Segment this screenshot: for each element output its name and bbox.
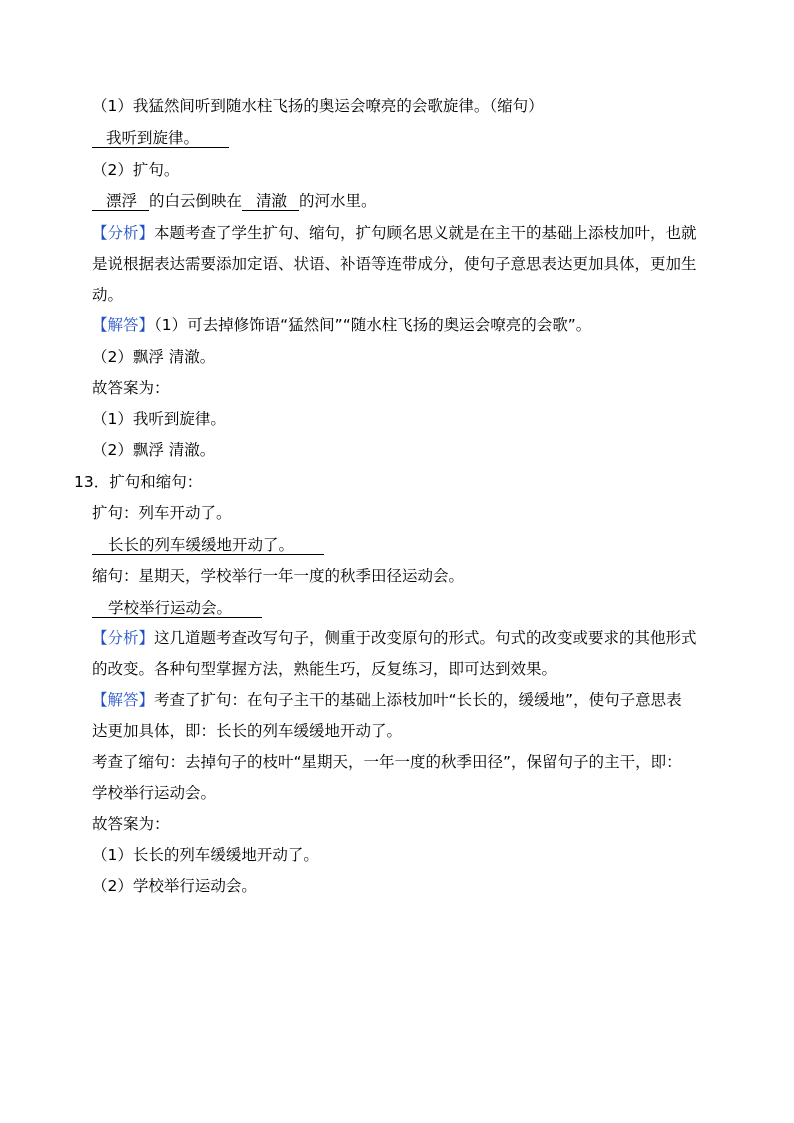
q13-title: 13．扩句和缩句：	[74, 473, 203, 491]
q13-solution-line1	[92, 690, 682, 710]
q12-analysis-text1: 本题考查了学生扩句、缩句，扩句顾名思义就是在主干的基础上添枝加叶，也就	[154, 224, 697, 242]
q12-solution-line2: （2）飘浮 清澈。	[92, 348, 216, 366]
q12-answer-intro: 故答案为：	[92, 379, 170, 397]
q12-solution-line1	[92, 315, 591, 335]
q12-sub2-end: 的河水里。	[299, 192, 377, 210]
q13-expand-answer	[92, 535, 324, 555]
q12-sub2-blank1: 漂浮	[92, 192, 149, 211]
q13-expand-answer-text: 长长的列车缓缓地开动了。	[92, 536, 324, 555]
q13-shrink-answer-text: 学校举行运动会。	[92, 599, 262, 618]
q12-answer2: （2）飘浮 清澈。	[92, 441, 216, 459]
q13-analysis-tag: 【分析】	[92, 629, 155, 647]
q13-shrink-answer	[92, 598, 262, 618]
q13-solution-line4: 学校举行运动会。	[92, 784, 217, 802]
q13-solution-line2: 达更加具体，即：长长的列车缓缓地开动了。	[92, 722, 403, 740]
q13-answer2: （2）学校举行运动会。	[92, 877, 257, 895]
q13-solution-tag: 【解答】	[92, 691, 155, 709]
q12-analysis-line3: 动。	[92, 286, 124, 304]
q13-analysis-line1	[92, 628, 697, 648]
q12-solution-tag: 【解答】	[92, 316, 155, 334]
q12-sub2-label: （2）扩句。	[92, 161, 180, 179]
q12-answer1: （1）我听到旋律。	[92, 410, 226, 428]
q12-analysis-line2: 是说根据表达需要添加定语、状语、补语等连带成分，使句子意思表达更加具体，更加生	[92, 255, 697, 273]
q12-sub1-question: （1）我猛然间听到随水柱飞扬的奥运会嘹亮的会歌旋律。（缩句）	[92, 97, 544, 115]
q13-analysis-line2: 的改变。各种句型掌握方法，熟能生巧，反复练习，即可达到效果。	[92, 660, 558, 678]
q13-expand-prompt: 扩句：列车开动了。	[92, 504, 232, 522]
q12-analysis-tag: 【分析】	[92, 224, 155, 242]
q13-analysis-text1: 这几道题考查改写句子，侧重于改变原句的形式。句式的改变或要求的其他形式	[154, 629, 697, 647]
q12-sub2-mid: 的白云倒映在	[149, 192, 243, 210]
q12-sub1-answer-text: 我听到旋律。	[92, 129, 229, 148]
q13-solution-text1: 考查了扩句：在句子主干的基础上添枝加叶“长长的，缓缓地”，使句子意思表	[154, 691, 682, 709]
q12-sub1-answer	[92, 128, 229, 148]
q12-sub2-sentence	[92, 191, 377, 211]
q12-solution-text1: （1）可去掉修饰语“猛然间”“随水柱飞扬的奥运会嘹亮的会歌”。	[154, 316, 592, 334]
q12-analysis-line1	[92, 223, 697, 243]
q13-answer-intro: 故答案为：	[92, 815, 170, 833]
q13-shrink-prompt: 缩句：星期天，学校举行一年一度的秋季田径运动会。	[92, 567, 465, 585]
q13-answer1: （1）长长的列车缓缓地开动了。	[92, 846, 319, 864]
q12-sub2-blank2: 清澈	[242, 192, 299, 211]
q13-solution-line3: 考查了缩句：去掉句子的枝叶“星期天，一年一度的秋季田径”，保留句子的主干，即：	[92, 753, 682, 771]
